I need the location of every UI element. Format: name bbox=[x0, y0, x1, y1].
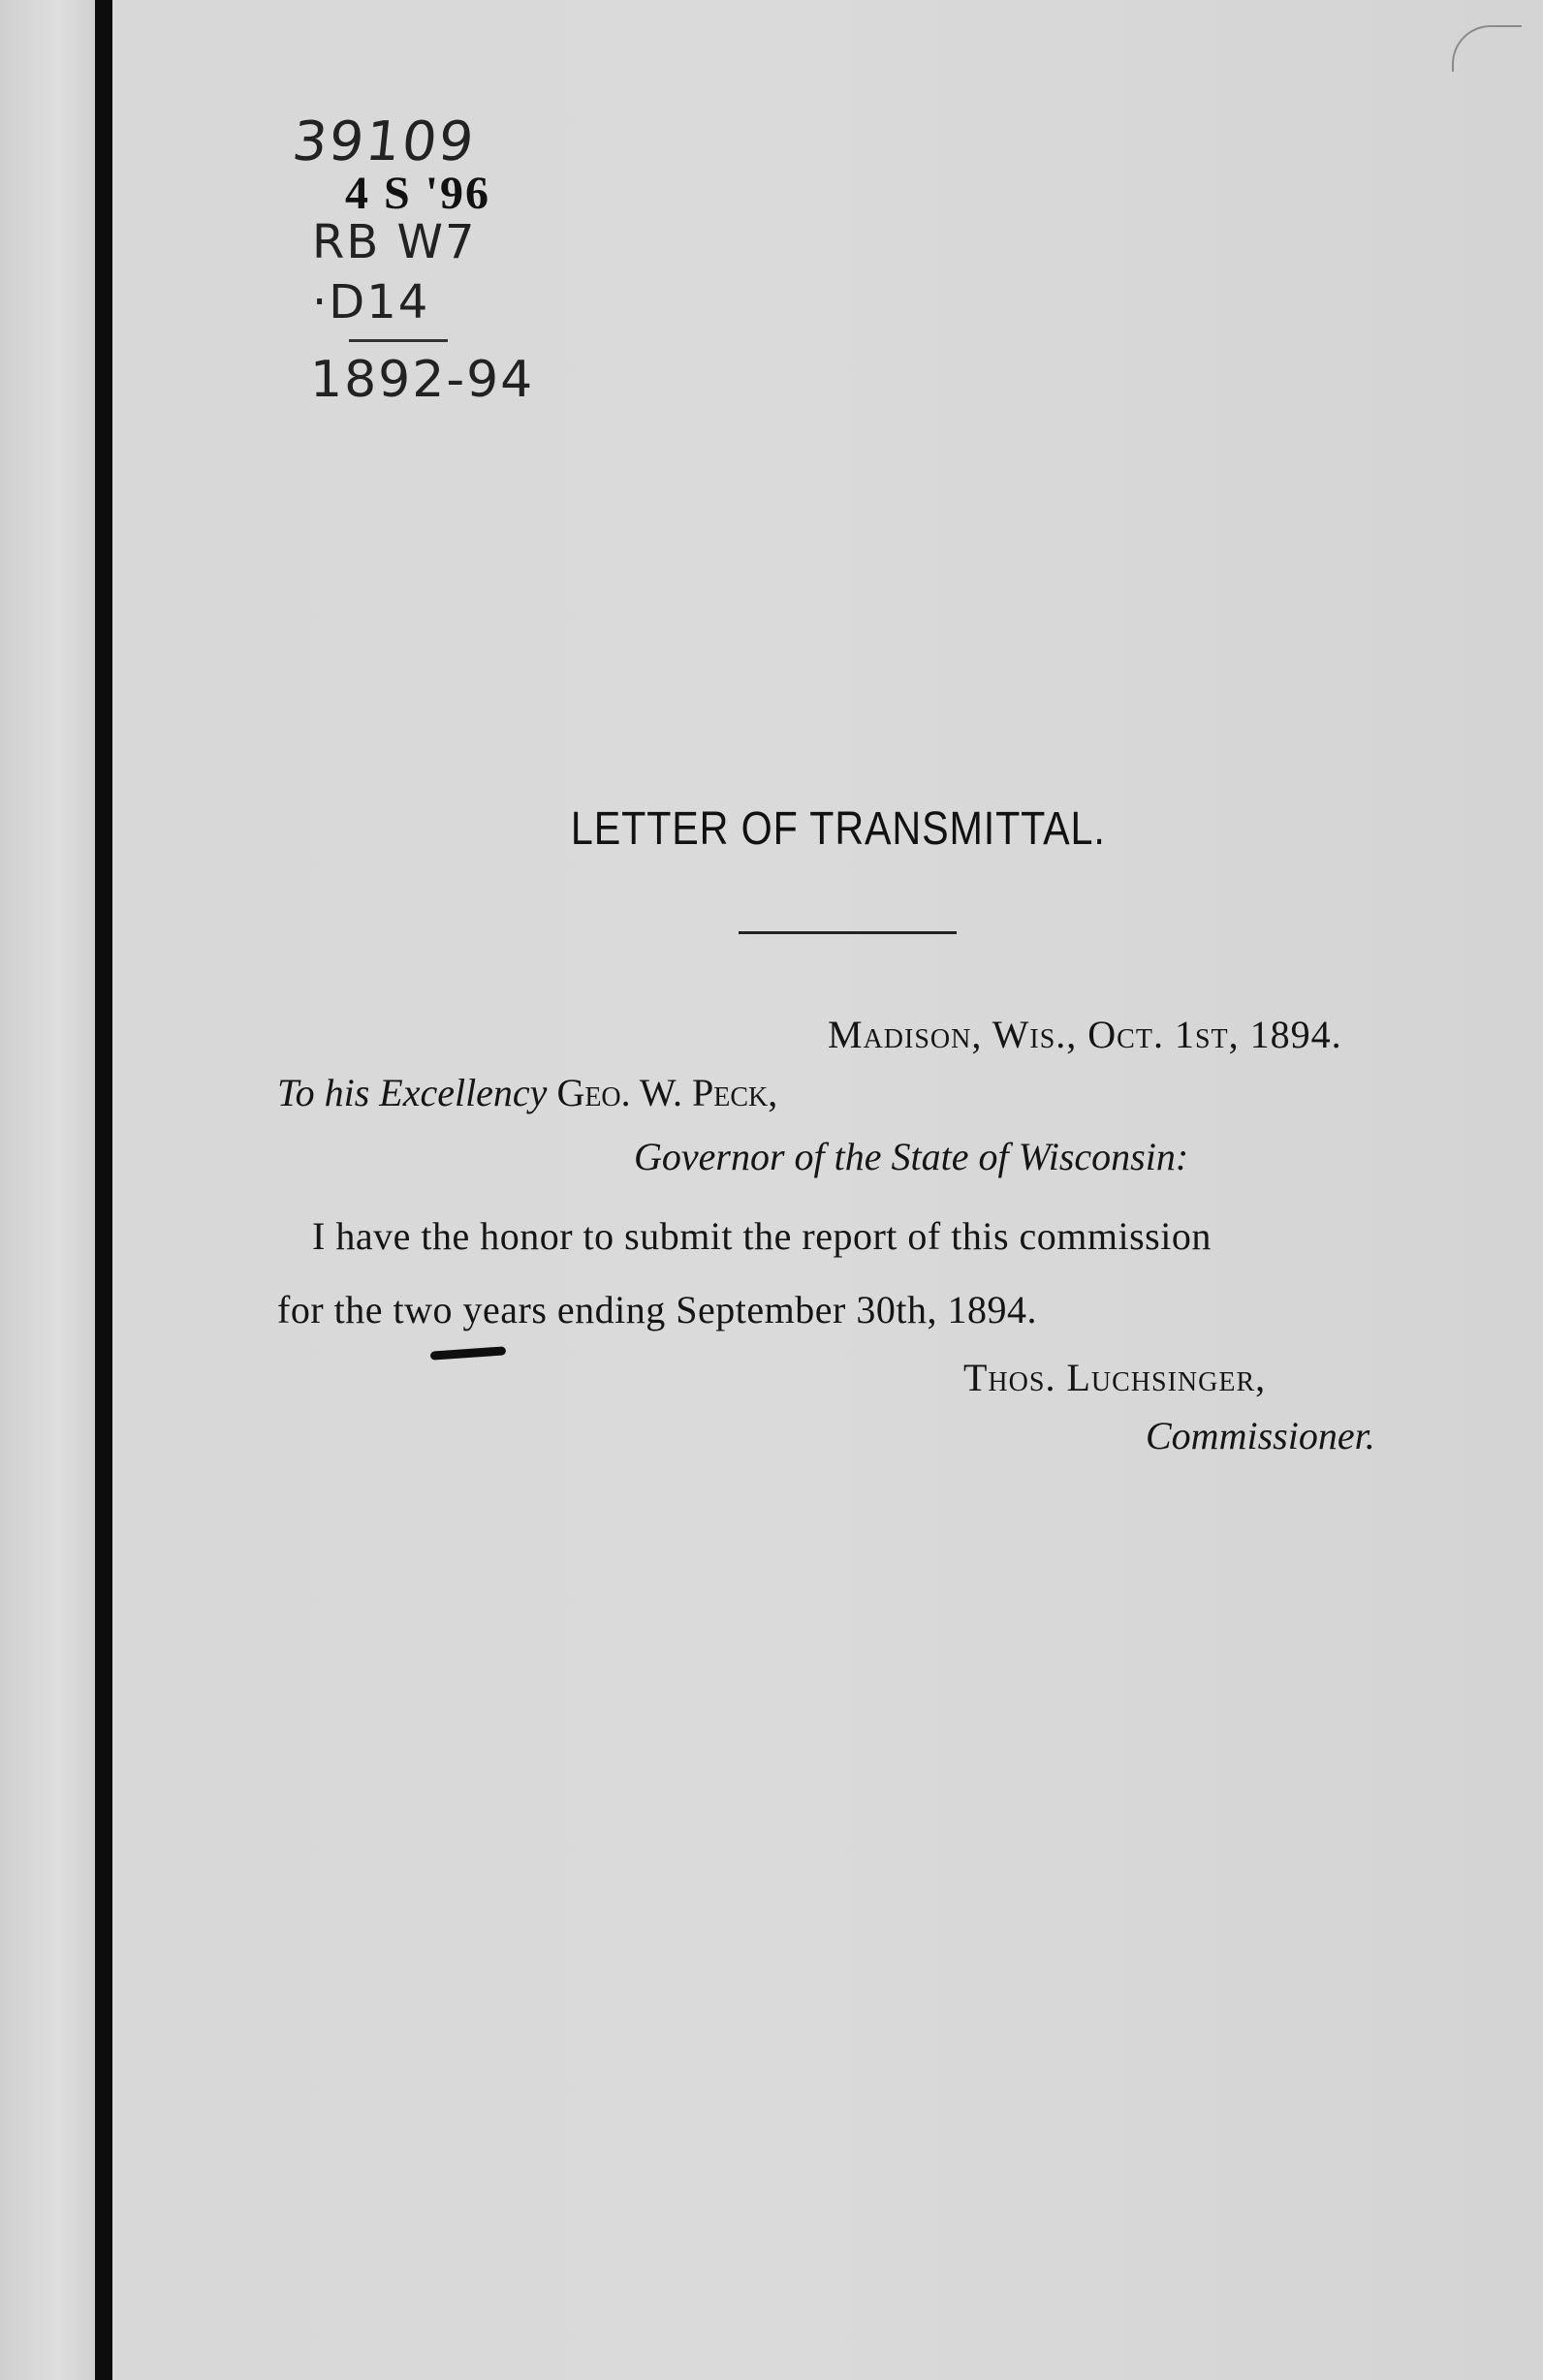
call-number-divider bbox=[349, 339, 448, 342]
binding-margin bbox=[0, 0, 95, 2380]
handwritten-cutter-mark: ·D14 bbox=[312, 275, 430, 329]
handwritten-accession-number: 39109 bbox=[289, 110, 479, 173]
signer-name: Thos. Luchsinger, bbox=[963, 1356, 1267, 1399]
letter-body-line: for the two years ending September 30th, 1894. bbox=[277, 1288, 1037, 1331]
binding-edge-line bbox=[95, 0, 112, 2380]
ink-underline-mark bbox=[430, 1346, 506, 1360]
salutation-line bbox=[277, 1070, 777, 1115]
received-date-stamp: 4 S '96 bbox=[345, 168, 491, 219]
signer-title: Commissioner. bbox=[1146, 1414, 1375, 1457]
page-corner-curl bbox=[1452, 25, 1522, 72]
handwritten-class-mark: RB W7 bbox=[312, 215, 477, 269]
letter-body-line: I have the honor to submit the report of this commission bbox=[312, 1214, 1212, 1258]
title-divider bbox=[739, 931, 957, 934]
letter-title: LETTER OF TRANSMITTAL. bbox=[570, 803, 1106, 855]
library-call-number-block bbox=[289, 110, 599, 421]
handwritten-year-range: 1892-94 bbox=[310, 351, 535, 409]
address-intro: To his Excellency bbox=[277, 1071, 548, 1114]
addressee-name: Geo. W. Peck, bbox=[556, 1071, 778, 1114]
letter-dateline: Madison, Wis., Oct. 1st, 1894. bbox=[828, 1013, 1342, 1056]
addressee-office: Governor of the State of Wisconsin: bbox=[634, 1135, 1189, 1178]
